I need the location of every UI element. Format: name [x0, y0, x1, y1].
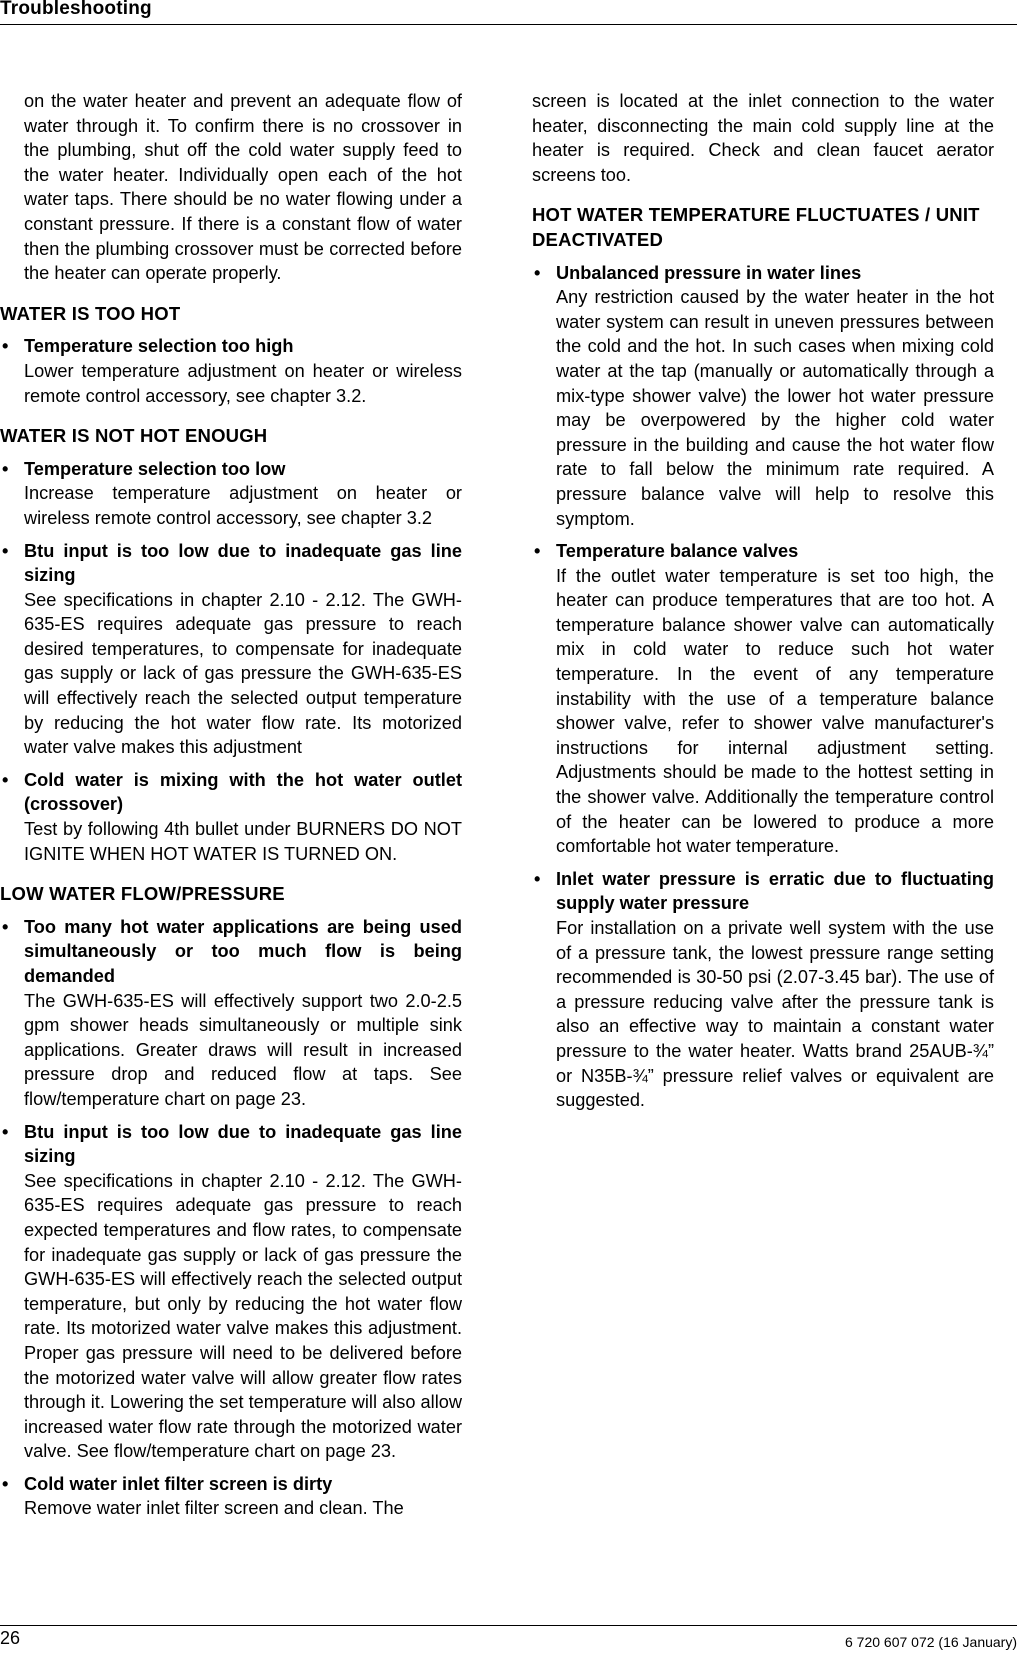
- page-header: [0, 0, 1017, 25]
- item-text: Any restriction caused by the water heater in the hot water system can result in uneven pressures between the cold and the hot. In such cases when mixing cold water at the tap (manually or automatically through a mix-type shower valve) the lower hot water pressure may be overpowered by the higher cold water pressure in the building and cause the hot water flow rate to fall below the minimum rate required. A pressure balance valve will help to resolve this symptom.: [556, 287, 994, 529]
- list-item: [0, 539, 462, 760]
- item-title: Cold water is mixing with the hot water outlet (crossover): [24, 769, 462, 815]
- item-title: Temperature selection too low: [24, 458, 286, 479]
- item-title: Too many hot water applications are being used simultaneously or too much flow is being demanded: [24, 916, 462, 986]
- page-number: 26: [0, 1628, 21, 1648]
- bullet: •: [2, 1473, 9, 1494]
- bullet: •: [2, 336, 9, 357]
- list-item: [0, 1120, 462, 1464]
- item-title: Temperature selection too high: [24, 336, 294, 357]
- item-title: Btu input is too low due to inadequate gas line sizing: [24, 540, 462, 586]
- section-heading-low-water-flow: LOW WATER FLOW/PRESSURE: [0, 883, 285, 905]
- item-title: Inlet water pressure is erratic due to fluctuating supply water pressure: [556, 868, 994, 914]
- bullet: •: [534, 868, 541, 889]
- continuation-paragraph: screen is located at the inlet connection to the water heater, disconnecting the main cold supply line at the heater is required. Check and clean faucet aerator screens too.: [532, 91, 994, 185]
- section-heading-water-too-hot: WATER IS TOO HOT: [0, 302, 181, 324]
- page-title: Troubleshooting: [0, 0, 152, 19]
- list-item: [0, 768, 462, 866]
- document-id: 6 720 607 072 (16 January): [844, 1634, 1017, 1650]
- list-item: [532, 867, 994, 1113]
- list-item: [0, 334, 462, 408]
- item-text: See specifications in chapter 2.10 - 2.12. The GWH-635-ES requires adequate gas pressure to reach expected temperatures and flow rates, to compensate for inadequate gas supply or lack of gas pressure the GWH-635-ES will effectively reach the selected output temperature, but only by reducing the hot water flow rate. Its motorized water valve makes this adjustment. Proper gas pressure will need to be delivered before the motorized water valve will allow greater flow rates through it. Lowering the set temperature will also allow increased water flow rate through the motorized water valve. See flow/temperature chart on page 23.: [24, 1170, 462, 1462]
- bullet: •: [2, 458, 9, 479]
- bullet: •: [2, 769, 9, 790]
- section-heading-temperature-fluctuates: HOT WATER TEMPERATURE FLUCTUATES / UNIT DEACTIVATED: [532, 204, 980, 250]
- item-title: Btu input is too low due to inadequate gas line sizing: [24, 1121, 462, 1167]
- item-title: Cold water inlet filter screen is dirty: [24, 1473, 333, 1494]
- bullet: •: [2, 1121, 9, 1142]
- page-footer: [0, 1625, 1017, 1653]
- left-column: [0, 89, 462, 1521]
- item-text: Test by following 4th bullet under BURNERS DO NOT IGNITE WHEN HOT WATER IS TURNED ON.: [24, 819, 462, 864]
- section-heading-water-not-hot-enough: WATER IS NOT HOT ENOUGH: [0, 425, 268, 447]
- bullet: •: [534, 262, 541, 283]
- list-item: [0, 457, 462, 531]
- item-text: If the outlet water temperature is set too high, the heater can produce temperatures that are too hot. A temperature balance shower valve can automatically mix in cold water to reduce such hot water temperature. In the event of any temperature instability with the use of a temperature balance shower valve, refer to shower valve manufacturer's instructions for internal adjustment setting. Adjustments should be made to the hottest setting in the shower valve. Additionally the temperature control of the heater can be lowered to produce a more comfortable hot water temperature.: [556, 565, 994, 857]
- item-text: The GWH-635-ES will effectively support two 2.0-2.5 gpm shower heads simultaneously or multiple sink applications. Greater draws will result in increased pressure drop and reduced flow at taps. See flow/temperature chart on page 23.: [24, 990, 462, 1109]
- list-item: [0, 1472, 462, 1521]
- bullet: •: [2, 540, 9, 561]
- item-text: For installation on a private well system with the use of a pressure tank, the lowest pressure range setting recommended is 30-50 psi (2.07-3.45 bar). The use of a pressure reducing valve after the pressure tank is also an effective way to maintain a constant water pressure to the water heater. Watts brand 25AUB-¾” or N35B-¾” pressure relief valves or equivalent are suggested.: [556, 918, 994, 1111]
- bullet: •: [2, 916, 9, 937]
- item-text: Remove water inlet filter screen and clean. The: [24, 1498, 404, 1519]
- bullet: •: [534, 541, 541, 562]
- item-text: Increase temperature adjustment on heater or wireless remote control accessory, see chapter 3.2: [24, 483, 462, 528]
- list-item: [532, 539, 994, 859]
- item-title: Unbalanced pressure in water lines: [556, 262, 862, 283]
- item-text: Lower temperature adjustment on heater or wireless remote control accessory, see chapter 3.2.: [24, 360, 462, 406]
- right-column: [532, 89, 994, 1113]
- item-title: Temperature balance valves: [556, 541, 799, 562]
- intro-paragraph: on the water heater and prevent an adequate flow of water through it. To confirm there is no crossover in the plumbing, shut off the cold water supply feed to the water heater. Individually open each of the hot water taps. There should be no water flowing under a constant pressure. If there is a constant flow of water then the plumbing crossover must be corrected before the heater can operate properly.: [24, 91, 462, 284]
- list-item: [532, 261, 994, 532]
- item-text: See specifications in chapter 2.10 - 2.12. The GWH-635-ES requires adequate gas pressure to reach desired temperatures, to compensate for inadequate gas supply or lack of gas pressure the GWH-635-ES will effectively reach the selected output temperature by reducing the hot water flow rate. Its motorized water valve makes this adjustment: [24, 589, 462, 758]
- list-item: [0, 915, 462, 1112]
